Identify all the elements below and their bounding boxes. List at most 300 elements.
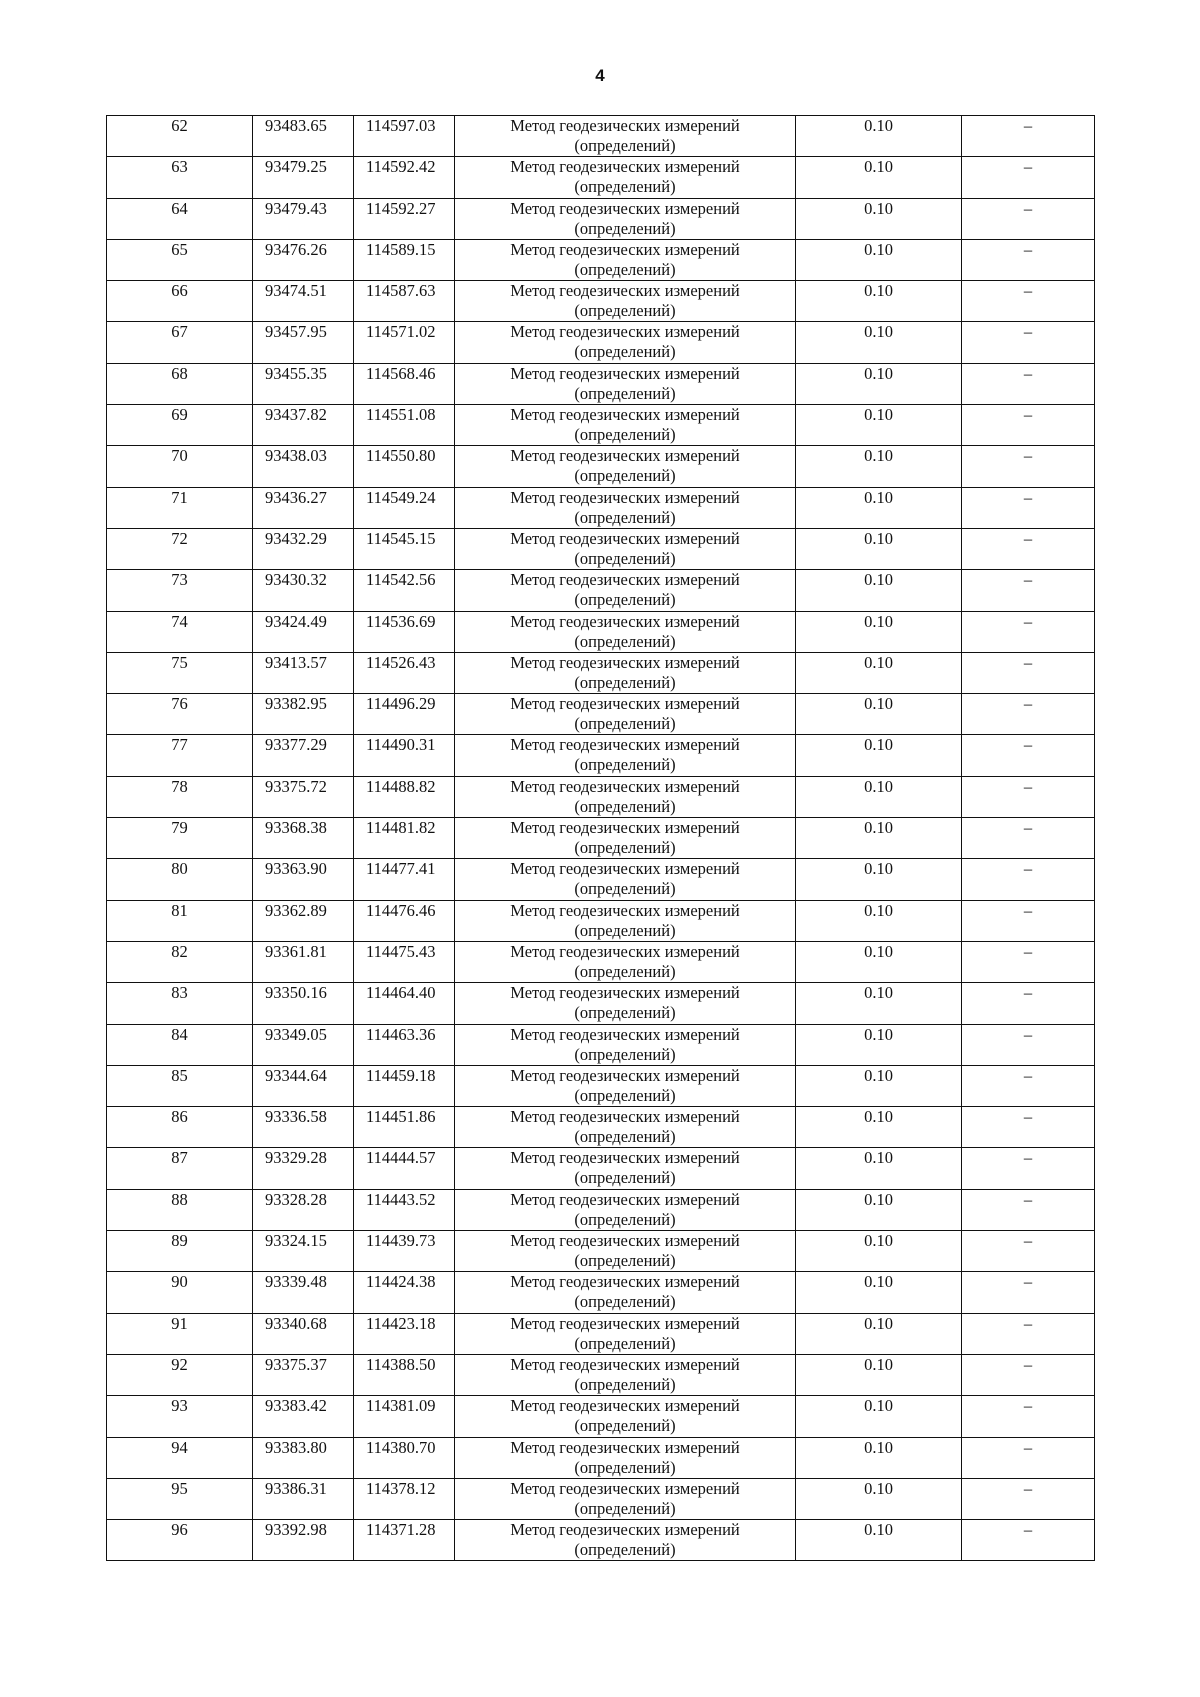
point-number-cell: 65	[107, 239, 253, 280]
point-number-cell: 83	[107, 983, 253, 1024]
description-cell: –	[962, 900, 1095, 941]
point-number-cell: 72	[107, 528, 253, 569]
method-cell	[455, 405, 796, 446]
table-row	[107, 1272, 1095, 1313]
method-cell	[455, 528, 796, 569]
accuracy-cell: 0.10	[796, 611, 962, 652]
accuracy-cell: 0.10	[796, 1065, 962, 1106]
point-number-cell: 86	[107, 1107, 253, 1148]
table-row	[107, 363, 1095, 404]
method-line-2: (определений)	[574, 796, 676, 816]
accuracy-cell: 0.10	[796, 1189, 962, 1230]
method-line-2: (определений)	[574, 1540, 676, 1560]
method-line-1: Метод геодезических измерений	[510, 1024, 740, 1044]
method-line-1: Метод геодезических измерений	[510, 1065, 740, 1085]
method-line-2: (определений)	[574, 1003, 676, 1023]
table-row	[107, 405, 1095, 446]
method-line-1: Метод геодезических измерений	[510, 528, 740, 548]
x-coordinate-cell: 93413.57	[253, 652, 354, 693]
x-coordinate-cell: 93383.42	[253, 1396, 354, 1437]
method-line-1: Метод геодезических измерений	[510, 611, 740, 631]
point-number-cell: 64	[107, 198, 253, 239]
y-coordinate-cell: 114459.18	[354, 1065, 455, 1106]
point-number-cell: 69	[107, 405, 253, 446]
description-cell: –	[962, 570, 1095, 611]
method-line-1: Метод геодезических измерений	[510, 1231, 740, 1251]
coordinates-table	[106, 115, 1095, 1561]
table-row	[107, 1231, 1095, 1272]
method-cell	[455, 776, 796, 817]
accuracy-cell: 0.10	[796, 1024, 962, 1065]
description-cell: –	[962, 818, 1095, 859]
point-number-cell: 62	[107, 116, 253, 157]
y-coordinate-cell: 114380.70	[354, 1437, 455, 1478]
x-coordinate-cell: 93329.28	[253, 1148, 354, 1189]
method-line-1: Метод геодезических измерений	[510, 1396, 740, 1416]
description-cell: –	[962, 983, 1095, 1024]
method-line-1: Метод геодезических измерений	[510, 1148, 740, 1168]
method-cell	[455, 1148, 796, 1189]
accuracy-cell: 0.10	[796, 405, 962, 446]
method-cell	[455, 1272, 796, 1313]
accuracy-cell: 0.10	[796, 1520, 962, 1561]
point-number-cell: 85	[107, 1065, 253, 1106]
accuracy-cell: 0.10	[796, 818, 962, 859]
description-cell: –	[962, 157, 1095, 198]
description-cell: –	[962, 1313, 1095, 1354]
table-row	[107, 1437, 1095, 1478]
method-cell	[455, 652, 796, 693]
method-line-1: Метод геодезических измерений	[510, 859, 740, 879]
accuracy-cell: 0.10	[796, 735, 962, 776]
method-cell	[455, 198, 796, 239]
x-coordinate-cell: 93437.82	[253, 405, 354, 446]
method-line-2: (определений)	[574, 425, 676, 445]
point-number-cell: 70	[107, 446, 253, 487]
accuracy-cell: 0.10	[796, 1437, 962, 1478]
method-line-2: (определений)	[574, 961, 676, 981]
x-coordinate-cell: 93339.48	[253, 1272, 354, 1313]
table-row	[107, 239, 1095, 280]
description-cell: –	[962, 1148, 1095, 1189]
method-cell	[455, 983, 796, 1024]
y-coordinate-cell: 114371.28	[354, 1520, 455, 1561]
method-line-1: Метод геодезических измерений	[510, 818, 740, 838]
table-row	[107, 1478, 1095, 1519]
method-cell	[455, 818, 796, 859]
table-row	[107, 1189, 1095, 1230]
method-line-2: (определений)	[574, 1374, 676, 1394]
point-number-cell: 91	[107, 1313, 253, 1354]
x-coordinate-cell: 93436.27	[253, 487, 354, 528]
accuracy-cell: 0.10	[796, 281, 962, 322]
method-line-1: Метод геодезических измерений	[510, 1520, 740, 1540]
point-number-cell: 79	[107, 818, 253, 859]
table-row	[107, 611, 1095, 652]
method-line-2: (определений)	[574, 1416, 676, 1436]
method-cell	[455, 281, 796, 322]
y-coordinate-cell: 114476.46	[354, 900, 455, 941]
x-coordinate-cell: 93377.29	[253, 735, 354, 776]
accuracy-cell: 0.10	[796, 776, 962, 817]
description-cell: –	[962, 611, 1095, 652]
method-line-1: Метод геодезических измерений	[510, 487, 740, 507]
description-cell: –	[962, 694, 1095, 735]
x-coordinate-cell: 93361.81	[253, 941, 354, 982]
accuracy-cell: 0.10	[796, 652, 962, 693]
method-cell	[455, 446, 796, 487]
point-number-cell: 93	[107, 1396, 253, 1437]
table-row	[107, 1107, 1095, 1148]
accuracy-cell: 0.10	[796, 198, 962, 239]
description-cell: –	[962, 1272, 1095, 1313]
y-coordinate-cell: 114443.52	[354, 1189, 455, 1230]
y-coordinate-cell: 114439.73	[354, 1231, 455, 1272]
method-cell	[455, 1520, 796, 1561]
y-coordinate-cell: 114423.18	[354, 1313, 455, 1354]
y-coordinate-cell: 114477.41	[354, 859, 455, 900]
y-coordinate-cell: 114451.86	[354, 1107, 455, 1148]
point-number-cell: 84	[107, 1024, 253, 1065]
method-line-1: Метод геодезических измерений	[510, 116, 740, 135]
method-line-2: (определений)	[574, 838, 676, 858]
table-row	[107, 735, 1095, 776]
description-cell: –	[962, 1024, 1095, 1065]
method-line-2: (определений)	[574, 755, 676, 775]
method-line-2: (определений)	[574, 631, 676, 651]
table-row	[107, 1520, 1095, 1561]
x-coordinate-cell: 93349.05	[253, 1024, 354, 1065]
description-cell: –	[962, 198, 1095, 239]
point-number-cell: 77	[107, 735, 253, 776]
table-row	[107, 859, 1095, 900]
method-cell	[455, 735, 796, 776]
description-cell: –	[962, 1520, 1095, 1561]
y-coordinate-cell: 114490.31	[354, 735, 455, 776]
y-coordinate-cell: 114464.40	[354, 983, 455, 1024]
method-cell	[455, 859, 796, 900]
x-coordinate-cell: 93474.51	[253, 281, 354, 322]
y-coordinate-cell: 114551.08	[354, 405, 455, 446]
method-cell	[455, 157, 796, 198]
y-coordinate-cell: 114597.03	[354, 116, 455, 157]
description-cell: –	[962, 941, 1095, 982]
description-cell: –	[962, 116, 1095, 157]
method-line-1: Метод геодезических измерений	[510, 694, 740, 714]
description-cell: –	[962, 859, 1095, 900]
method-line-2: (определений)	[574, 548, 676, 568]
accuracy-cell: 0.10	[796, 487, 962, 528]
point-number-cell: 67	[107, 322, 253, 363]
method-line-1: Метод геодезических измерений	[510, 1272, 740, 1292]
table-row	[107, 528, 1095, 569]
x-coordinate-cell: 93383.80	[253, 1437, 354, 1478]
method-line-1: Метод геодезических измерений	[510, 1478, 740, 1498]
point-number-cell: 63	[107, 157, 253, 198]
method-line-1: Метод геодезических измерений	[510, 941, 740, 961]
method-line-2: (определений)	[574, 259, 676, 279]
x-coordinate-cell: 93368.38	[253, 818, 354, 859]
point-number-cell: 74	[107, 611, 253, 652]
method-line-1: Метод геодезических измерений	[510, 570, 740, 590]
method-line-2: (определений)	[574, 136, 676, 155]
x-coordinate-cell: 93457.95	[253, 322, 354, 363]
x-coordinate-cell: 93328.28	[253, 1189, 354, 1230]
accuracy-cell: 0.10	[796, 1148, 962, 1189]
description-cell: –	[962, 1189, 1095, 1230]
method-line-2: (определений)	[574, 672, 676, 692]
table-row	[107, 281, 1095, 322]
method-cell	[455, 363, 796, 404]
point-number-cell: 75	[107, 652, 253, 693]
point-number-cell: 89	[107, 1231, 253, 1272]
y-coordinate-cell: 114592.27	[354, 198, 455, 239]
method-line-1: Метод геодезических измерений	[510, 900, 740, 920]
coordinates-table-body	[107, 116, 1095, 1561]
method-line-1: Метод геодезических измерений	[510, 239, 740, 259]
x-coordinate-cell: 93476.26	[253, 239, 354, 280]
y-coordinate-cell: 114378.12	[354, 1478, 455, 1519]
accuracy-cell: 0.10	[796, 446, 962, 487]
y-coordinate-cell: 114424.38	[354, 1272, 455, 1313]
accuracy-cell: 0.10	[796, 941, 962, 982]
accuracy-cell: 0.10	[796, 157, 962, 198]
description-cell: –	[962, 239, 1095, 280]
method-cell	[455, 1189, 796, 1230]
method-cell	[455, 1065, 796, 1106]
y-coordinate-cell: 114545.15	[354, 528, 455, 569]
accuracy-cell: 0.10	[796, 1272, 962, 1313]
x-coordinate-cell: 93438.03	[253, 446, 354, 487]
method-line-1: Метод геодезических измерений	[510, 1189, 740, 1209]
point-number-cell: 71	[107, 487, 253, 528]
description-cell: –	[962, 1437, 1095, 1478]
table-row	[107, 1354, 1095, 1395]
method-cell	[455, 611, 796, 652]
table-row	[107, 818, 1095, 859]
point-number-cell: 96	[107, 1520, 253, 1561]
table-row	[107, 1313, 1095, 1354]
method-line-1: Метод геодезических измерений	[510, 363, 740, 383]
accuracy-cell: 0.10	[796, 1354, 962, 1395]
accuracy-cell: 0.10	[796, 859, 962, 900]
method-line-2: (определений)	[574, 1127, 676, 1147]
x-coordinate-cell: 93344.64	[253, 1065, 354, 1106]
method-cell	[455, 1354, 796, 1395]
method-line-1: Метод геодезических измерений	[510, 776, 740, 796]
description-cell: –	[962, 1478, 1095, 1519]
accuracy-cell: 0.10	[796, 528, 962, 569]
description-cell: –	[962, 652, 1095, 693]
method-line-1: Метод геодезических измерений	[510, 281, 740, 301]
method-cell	[455, 694, 796, 735]
point-number-cell: 73	[107, 570, 253, 611]
accuracy-cell: 0.10	[796, 1478, 962, 1519]
x-coordinate-cell: 93392.98	[253, 1520, 354, 1561]
table-row	[107, 446, 1095, 487]
table-row	[107, 322, 1095, 363]
point-number-cell: 82	[107, 941, 253, 982]
table-row	[107, 983, 1095, 1024]
method-cell	[455, 239, 796, 280]
point-number-cell: 87	[107, 1148, 253, 1189]
table-row	[107, 198, 1095, 239]
description-cell: –	[962, 1231, 1095, 1272]
accuracy-cell: 0.10	[796, 239, 962, 280]
table-row	[107, 652, 1095, 693]
method-line-2: (определений)	[574, 1168, 676, 1188]
description-cell: –	[962, 487, 1095, 528]
description-cell: –	[962, 363, 1095, 404]
accuracy-cell: 0.10	[796, 900, 962, 941]
method-line-1: Метод геодезических измерений	[510, 405, 740, 425]
description-cell: –	[962, 528, 1095, 569]
method-line-2: (определений)	[574, 920, 676, 940]
description-cell: –	[962, 735, 1095, 776]
table-row	[107, 116, 1095, 157]
description-cell: –	[962, 1354, 1095, 1395]
method-cell	[455, 900, 796, 941]
y-coordinate-cell: 114496.29	[354, 694, 455, 735]
y-coordinate-cell: 114488.82	[354, 776, 455, 817]
method-cell	[455, 1396, 796, 1437]
x-coordinate-cell: 93424.49	[253, 611, 354, 652]
y-coordinate-cell: 114568.46	[354, 363, 455, 404]
description-cell: –	[962, 446, 1095, 487]
method-line-1: Метод геодезических измерений	[510, 1437, 740, 1457]
method-line-2: (определений)	[574, 1457, 676, 1477]
point-number-cell: 66	[107, 281, 253, 322]
point-number-cell: 68	[107, 363, 253, 404]
y-coordinate-cell: 114587.63	[354, 281, 455, 322]
description-cell: –	[962, 1065, 1095, 1106]
table-row	[107, 694, 1095, 735]
method-cell	[455, 941, 796, 982]
accuracy-cell: 0.10	[796, 570, 962, 611]
method-line-1: Метод геодезических измерений	[510, 446, 740, 466]
x-coordinate-cell: 93386.31	[253, 1478, 354, 1519]
x-coordinate-cell: 93375.37	[253, 1354, 354, 1395]
point-number-cell: 80	[107, 859, 253, 900]
method-line-1: Метод геодезических измерений	[510, 198, 740, 218]
method-line-2: (определений)	[574, 590, 676, 610]
x-coordinate-cell: 93432.29	[253, 528, 354, 569]
method-cell	[455, 1024, 796, 1065]
point-number-cell: 90	[107, 1272, 253, 1313]
x-coordinate-cell: 93455.35	[253, 363, 354, 404]
method-cell	[455, 1437, 796, 1478]
method-line-2: (определений)	[574, 1498, 676, 1518]
description-cell: –	[962, 776, 1095, 817]
point-number-cell: 76	[107, 694, 253, 735]
y-coordinate-cell: 114526.43	[354, 652, 455, 693]
method-line-2: (определений)	[574, 1044, 676, 1064]
table-row	[107, 487, 1095, 528]
method-cell	[455, 116, 796, 157]
method-line-2: (определений)	[574, 383, 676, 403]
method-cell	[455, 1478, 796, 1519]
table-row	[107, 1148, 1095, 1189]
method-line-2: (определений)	[574, 1333, 676, 1353]
table-row	[107, 570, 1095, 611]
y-coordinate-cell: 114549.24	[354, 487, 455, 528]
point-number-cell: 78	[107, 776, 253, 817]
x-coordinate-cell: 93479.25	[253, 157, 354, 198]
method-line-2: (определений)	[574, 466, 676, 486]
description-cell: –	[962, 1396, 1095, 1437]
y-coordinate-cell: 114475.43	[354, 941, 455, 982]
accuracy-cell: 0.10	[796, 1396, 962, 1437]
method-line-2: (определений)	[574, 507, 676, 527]
accuracy-cell: 0.10	[796, 363, 962, 404]
point-number-cell: 92	[107, 1354, 253, 1395]
method-line-2: (определений)	[574, 714, 676, 734]
method-line-1: Метод геодезических измерений	[510, 652, 740, 672]
accuracy-cell: 0.10	[796, 694, 962, 735]
accuracy-cell: 0.10	[796, 983, 962, 1024]
description-cell: –	[962, 281, 1095, 322]
x-coordinate-cell: 93362.89	[253, 900, 354, 941]
method-cell	[455, 487, 796, 528]
description-cell: –	[962, 1107, 1095, 1148]
x-coordinate-cell: 93340.68	[253, 1313, 354, 1354]
method-cell	[455, 1231, 796, 1272]
table-row	[107, 1065, 1095, 1106]
method-line-1: Метод геодезических измерений	[510, 157, 740, 177]
y-coordinate-cell: 114444.57	[354, 1148, 455, 1189]
accuracy-cell: 0.10	[796, 1313, 962, 1354]
description-cell: –	[962, 322, 1095, 363]
method-cell	[455, 1107, 796, 1148]
method-line-1: Метод геодезических измерений	[510, 1354, 740, 1374]
method-line-2: (определений)	[574, 1209, 676, 1229]
x-coordinate-cell: 93382.95	[253, 694, 354, 735]
y-coordinate-cell: 114463.36	[354, 1024, 455, 1065]
method-line-2: (определений)	[574, 1085, 676, 1105]
method-line-1: Метод геодезических измерений	[510, 983, 740, 1003]
x-coordinate-cell: 93336.58	[253, 1107, 354, 1148]
method-line-1: Метод геодезических измерений	[510, 1313, 740, 1333]
method-cell	[455, 1313, 796, 1354]
method-line-1: Метод геодезических измерений	[510, 322, 740, 342]
method-line-2: (определений)	[574, 301, 676, 321]
x-coordinate-cell: 93324.15	[253, 1231, 354, 1272]
y-coordinate-cell: 114481.82	[354, 818, 455, 859]
method-line-1: Метод геодезических измерений	[510, 735, 740, 755]
y-coordinate-cell: 114592.42	[354, 157, 455, 198]
method-line-1: Метод геодезических измерений	[510, 1107, 740, 1127]
point-number-cell: 95	[107, 1478, 253, 1519]
method-line-2: (определений)	[574, 177, 676, 197]
y-coordinate-cell: 114536.69	[354, 611, 455, 652]
description-cell: –	[962, 405, 1095, 446]
x-coordinate-cell: 93483.65	[253, 116, 354, 157]
y-coordinate-cell: 114388.50	[354, 1354, 455, 1395]
accuracy-cell: 0.10	[796, 1231, 962, 1272]
x-coordinate-cell: 93350.16	[253, 983, 354, 1024]
method-line-2: (определений)	[574, 218, 676, 238]
x-coordinate-cell: 93479.43	[253, 198, 354, 239]
point-number-cell: 94	[107, 1437, 253, 1478]
accuracy-cell: 0.10	[796, 1107, 962, 1148]
x-coordinate-cell: 93430.32	[253, 570, 354, 611]
table-row	[107, 776, 1095, 817]
x-coordinate-cell: 93375.72	[253, 776, 354, 817]
y-coordinate-cell: 114542.56	[354, 570, 455, 611]
method-cell	[455, 322, 796, 363]
y-coordinate-cell: 114571.02	[354, 322, 455, 363]
page-number: 4	[595, 66, 605, 85]
